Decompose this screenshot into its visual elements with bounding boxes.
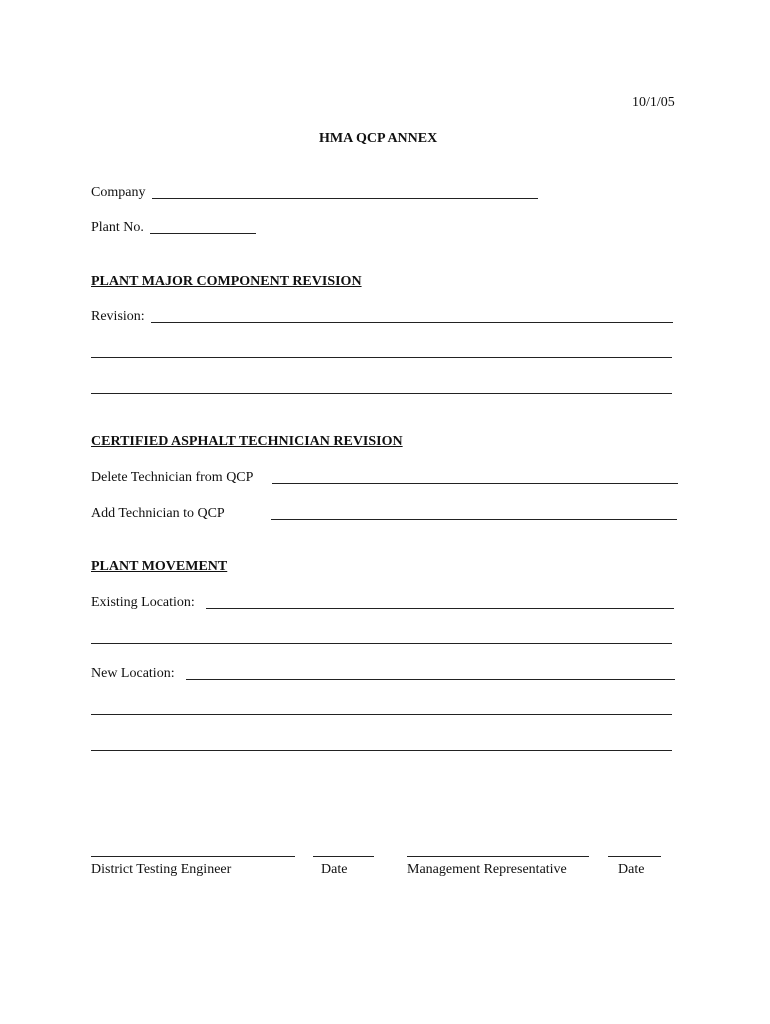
document-title: HMA QCP ANNEX — [319, 131, 438, 146]
company-label: Company — [91, 185, 146, 200]
revision-continuation-line[interactable] — [91, 393, 672, 394]
existing-location-field-line[interactable] — [206, 608, 674, 609]
new-location-label: New Location: — [91, 666, 175, 681]
existing-location-continuation-line[interactable] — [91, 643, 672, 644]
technician-revision-heading: CERTIFIED ASPHALT TECHNICIAN REVISION — [91, 434, 403, 449]
delete-technician-field-line[interactable] — [272, 483, 678, 484]
representative-signature-label: Management Representative — [407, 862, 567, 877]
revision-continuation-line[interactable] — [91, 357, 672, 358]
company-field-line[interactable] — [152, 198, 538, 199]
engineer-signature-label: District Testing Engineer — [91, 862, 232, 877]
add-technician-field-line[interactable] — [271, 519, 677, 520]
representative-date-line[interactable] — [608, 856, 661, 857]
engineer-signature-line[interactable] — [91, 856, 295, 857]
new-location-field-line[interactable] — [186, 679, 675, 680]
new-location-continuation-line[interactable] — [91, 750, 672, 751]
add-technician-label: Add Technician to QCP — [91, 506, 225, 521]
revision-label: Revision: — [91, 309, 145, 324]
plant-movement-heading: PLANT MOVEMENT — [91, 559, 228, 574]
component-revision-heading: PLANT MAJOR COMPONENT REVISION — [91, 274, 362, 289]
representative-signature-line[interactable] — [407, 856, 589, 857]
engineer-date-line[interactable] — [313, 856, 374, 857]
representative-date-label: Date — [618, 862, 645, 877]
plant-no-field-line[interactable] — [150, 233, 256, 234]
plant-no-label: Plant No. — [91, 220, 144, 235]
existing-location-label: Existing Location: — [91, 595, 195, 610]
revision-field-line[interactable] — [151, 322, 673, 323]
delete-technician-label: Delete Technician from QCP — [91, 470, 254, 485]
new-location-continuation-line[interactable] — [91, 714, 672, 715]
engineer-date-label: Date — [321, 862, 348, 877]
document-date: 10/1/05 — [632, 95, 675, 110]
